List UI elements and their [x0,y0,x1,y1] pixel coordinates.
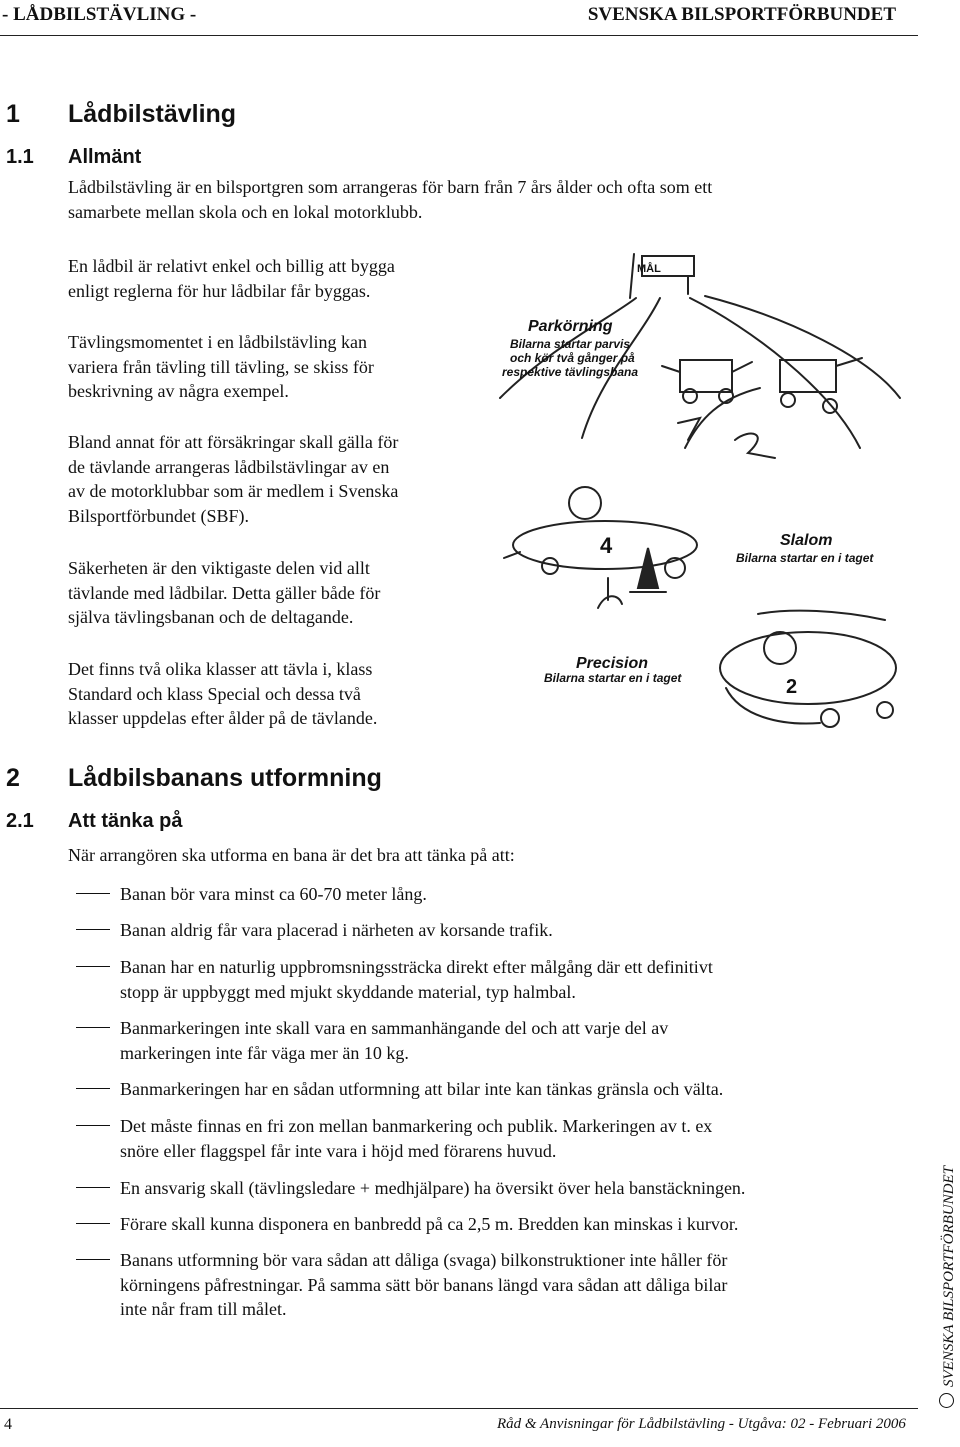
bullet-dash [76,1125,110,1126]
finish-sign-text: MÅL [637,263,661,275]
section-2-1-number: 2.1 [6,810,34,832]
copyright-icon [939,1393,954,1408]
paragraph-line: Lådbilstävling är en bilsportgren som arrangeras för barn från 7 års ålder och ofta som ett [68,177,713,197]
parkorning-line: Bilarna startar parvis [510,337,631,351]
footer-title: Råd & Anvisningar för Lådbilstävling - Utgåva: 02 - Februari 2006 [497,1416,906,1432]
paragraph-line: tävlande med lådbilar. Detta gäller både för [68,582,381,603]
footer-rule [0,1408,918,1409]
paragraph-line: samarbete mellan skola och en lokal motorklubb. [68,201,423,222]
section-1-title: Lådbilstävling [68,100,237,128]
bullet-line: Det måste finnas en fri zon mellan banmarkering och publik. Markeringen av t. ex [120,1116,713,1136]
paragraph-line: beskrivning av några exempel. [68,381,289,402]
bullet-dash [76,929,110,930]
paragraph-klasser [68,657,377,731]
precision-title: Precision [576,655,649,672]
bullet-dash [76,1027,110,1028]
bullet-dash [76,893,110,894]
bullet-line: Banmarkeringen har en sådan utformning att bilar inte kan tänkas gränsla och välta. [120,1079,724,1099]
precision-car-sketch [720,632,896,704]
slalom-title: Slalom [780,532,833,549]
bullet-line: Banmarkeringen inte skall vara en sammanhängande del och att varje del av [120,1018,669,1038]
bullet-line: stopp är uppbyggt med mjukt skyddande material, typ halmbal. [120,981,576,1002]
bullet-line: markeringen inte får väga mer än 10 kg. [120,1042,409,1063]
paragraph-line: Tävlingsmomentet i en lådbilstävling kan [68,332,367,352]
bullet-line: En ansvarig skall (tävlingsledare + medhjälpare) ha översikt över hela banstäckningen. [120,1178,746,1198]
section-2-number: 2 [6,764,20,792]
bullet-dash [76,1088,110,1089]
lane-number-sketch [735,434,775,458]
section-1-number: 1 [6,100,20,128]
paragraph-line: själva tävlingsbanan och de deltagande. [68,607,354,628]
bullet-line: inte når fram till målet. [120,1299,287,1320]
bullet-line: snöre eller flaggspel får inte vara i höjd med förarens huvud. [120,1140,557,1161]
bullet-line: Banan bör vara minst ca 60-70 meter lång. [120,884,427,904]
slalom-subtitle: Bilarna startar en i taget [736,551,874,565]
copyright-text: SVENSKA BILSPORTFÖRBUNDET [941,1166,957,1387]
bullet-line: körningens påfrestningar. På samma sätt bör banans längd vara sådan att dåliga bilar [120,1274,728,1295]
paragraph-ladbil [68,254,395,303]
bullet-line: Förare skall kunna disponera en banbredd på ca 2,5 m. Bredden kan minskas i kurvor. [120,1214,739,1234]
bullet-dash [76,1223,110,1224]
precision-car-number: 2 [786,676,798,698]
paragraph-line: Bilsportförbundet (SBF). [68,506,250,527]
bullet-dash [76,1259,110,1260]
paragraph-line: Säkerheten är den viktigaste delen vid allt [68,558,370,578]
bullet-dash [76,966,110,967]
page-number: 4 [4,1416,12,1433]
paragraph-forsakringar [68,430,398,529]
section-1-1-title: Allmänt [68,146,142,168]
paragraph-line: En lådbil är relativt enkel och billig att bygga [68,256,395,276]
finish-sign-pole [630,254,634,298]
paragraph-line: de tävlande arrangeras lådbilstävlingar av en [68,456,390,477]
section-1-1-number: 1.1 [6,146,34,168]
paragraph-sakerhet [68,556,380,630]
parkorning-line: respektive tävlingsbana [502,365,639,379]
slalom-car-number: 4 [600,533,613,558]
parkorning-title: Parkörning [528,318,613,335]
section-2-title: Lådbilsbanans utformning [68,764,382,792]
bullet-line: Banans utformning bör vara sådan att dåliga (svaga) bilkonstruktioner inte håller för [120,1250,728,1270]
car-sketch [680,360,732,392]
section-2-1-title: Att tänka på [68,810,183,832]
paragraph-intro [68,175,712,224]
paragraph-line: variera från tävling till tävling, se skiss för [68,356,374,377]
header-right: SVENSKA BILSPORTFÖRBUNDET [587,4,896,25]
paragraph-line: Standard och klass Special och dessa två [68,683,361,704]
track-line [690,298,860,448]
section-2-intro: När arrangören ska utforma en bana är det bra att tänka på att: [68,845,515,865]
paragraph-line: Bland annat för att försäkringar skall gälla för [68,432,399,452]
side-copyright [939,1166,958,1408]
header-rule [0,35,918,36]
parkorning-line: och kör två gånger på [510,351,635,365]
header-left: - LÅDBILSTÄVLING - [2,4,197,25]
bullet-line: Banan aldrig får vara placerad i närheten av korsande trafik. [120,920,553,940]
paragraph-line: klasser uppdelas efter ålder på de tävlande. [68,708,378,729]
competition-sketch-figure [490,248,908,748]
bullet-line: Banan har en naturlig uppbromsningssträcka direkt efter målgång där ett definitivt [120,957,713,977]
paragraph-tavlingsmoment [68,330,374,404]
bullet-dash [76,1187,110,1188]
track-line [705,296,900,398]
paragraph-line: Det finns två olika klasser att tävla i, klass [68,659,373,679]
precision-subtitle: Bilarna startar en i taget [544,671,682,685]
paragraph-line: enligt reglerna för hur lådbilar får byggas. [68,280,371,301]
paragraph-line: av de motorklubbar som är medlem i Svenska [68,481,399,502]
